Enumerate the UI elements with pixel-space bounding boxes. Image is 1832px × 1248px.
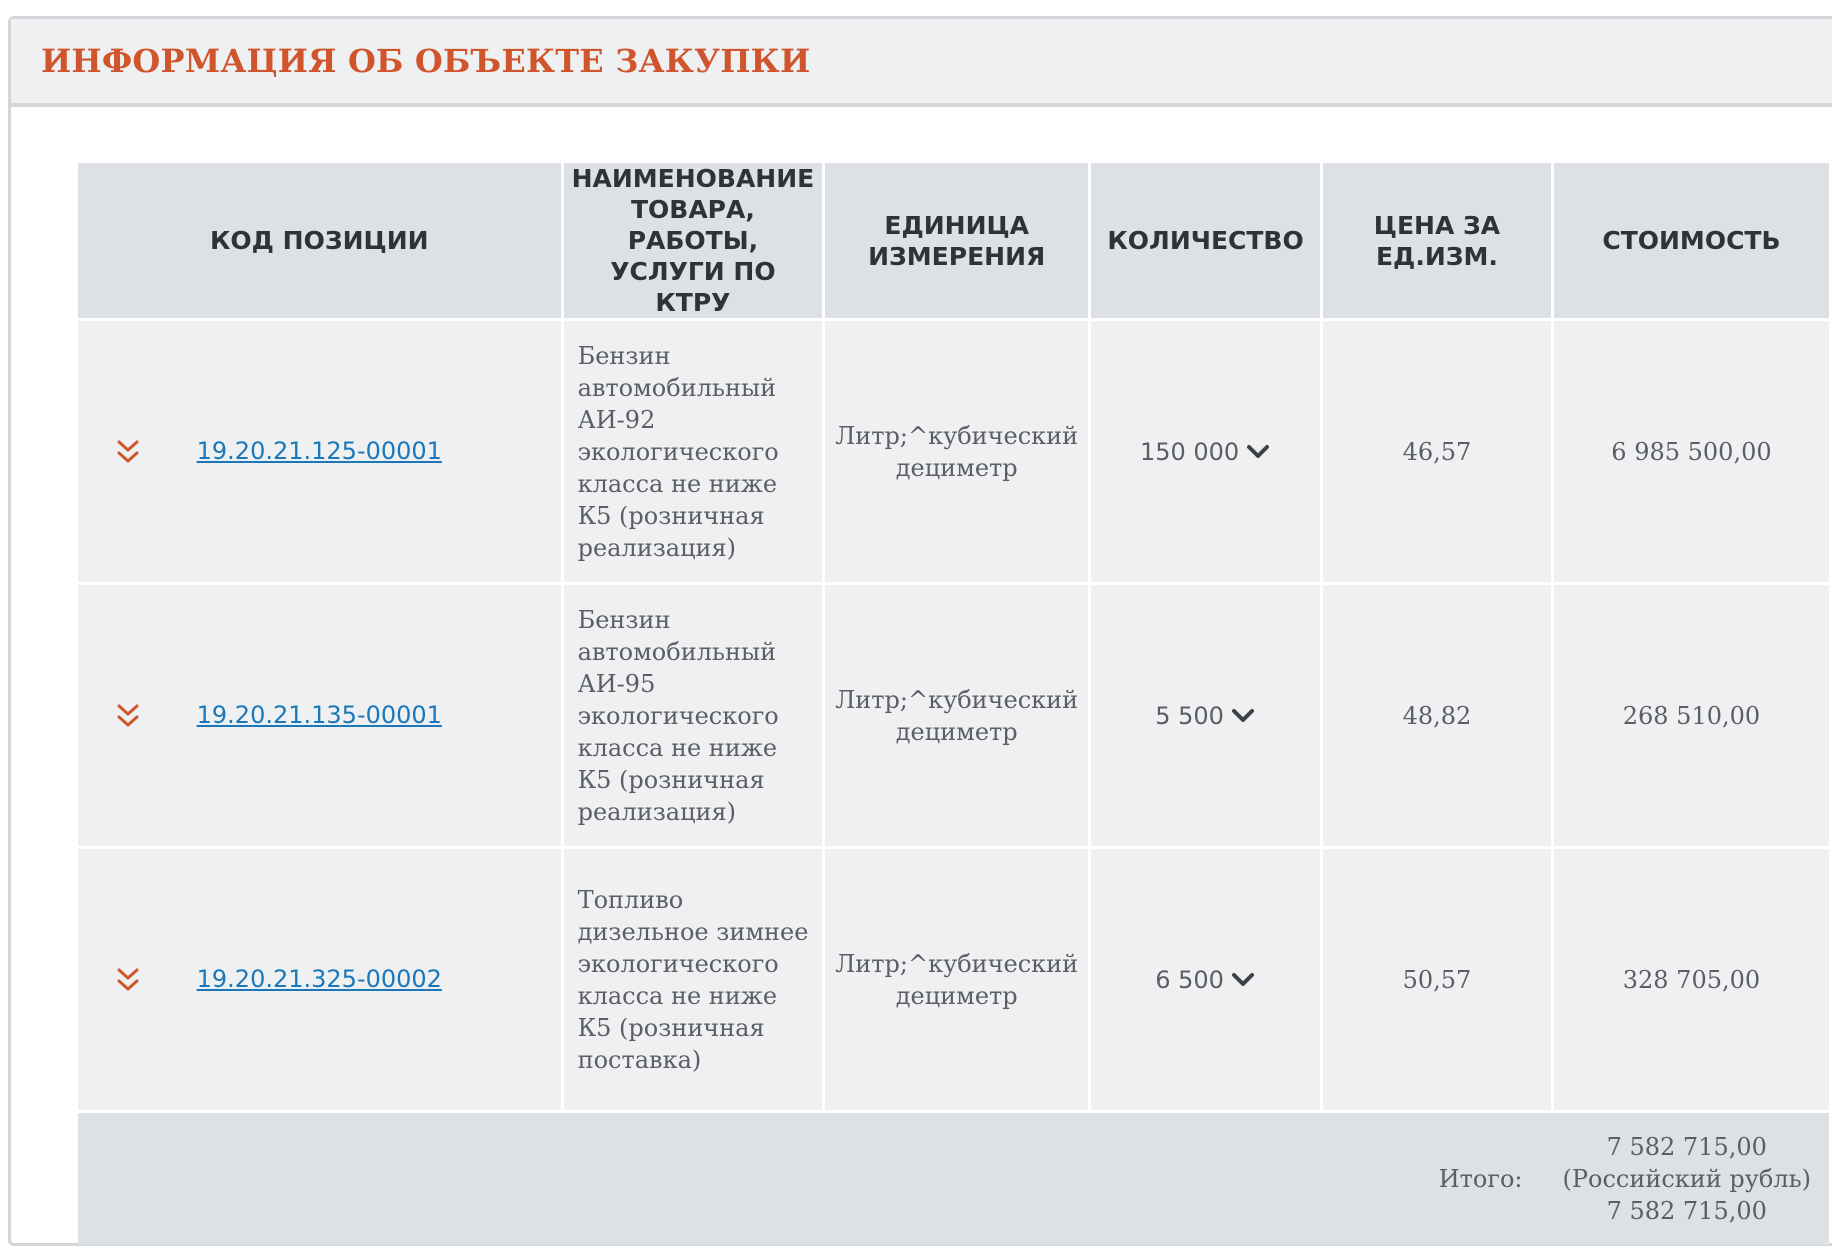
unit-cell: Литр;^кубический дециметр (825, 849, 1088, 1110)
cost-cell: 6 985 500,00 (1554, 321, 1829, 582)
total-label: Итого: (1438, 1165, 1523, 1193)
header-price: ЦЕНА ЗА ЕД.ИЗМ. (1323, 163, 1551, 318)
header-quantity: КОЛИЧЕСТВО (1091, 163, 1320, 318)
quantity-wrap (1155, 964, 1256, 996)
section-title: ИНФОРМАЦИЯ ОБ ОБЪЕКТЕ ЗАКУПКИ (41, 42, 811, 80)
quantity-value: 150 000 (1139, 437, 1240, 466)
code-cell (78, 849, 561, 1110)
total-inner (1439, 1131, 1811, 1227)
total-currency: (Российский рубль) (1562, 1165, 1811, 1193)
unit-cell: Литр;^кубический дециметр (825, 585, 1088, 846)
total-amount-repeat: 7 582 715,00 (1606, 1197, 1767, 1225)
unit-cell: Литр;^кубический дециметр (825, 321, 1088, 582)
code-cell (78, 585, 561, 846)
header-unit: ЕДИНИЦА ИЗМЕРЕНИЯ (825, 163, 1088, 318)
position-code-link[interactable]: 19.20.21.325-00002 (196, 965, 442, 993)
price-cell: 48,82 (1323, 585, 1551, 846)
name-cell: Бензин автомобильный АИ-92 экологического класса не ниже К5 (розничная реализация) (564, 321, 823, 582)
header-code: КОД ПОЗИЦИИ (78, 163, 561, 318)
cost-cell: 268 510,00 (1554, 585, 1829, 846)
cost-cell: 328 705,00 (1554, 849, 1829, 1110)
total-amount: 7 582 715,00 (1606, 1133, 1767, 1161)
code-wrap (88, 849, 551, 1110)
total-row (78, 1113, 1829, 1245)
total-cell (78, 1113, 1829, 1245)
position-code-link[interactable]: 19.20.21.125-00001 (196, 437, 442, 465)
chevron-down-icon[interactable] (1230, 707, 1256, 725)
name-cell: Бензин автомобильный АИ-95 экологического класса не ниже К5 (розничная реализация) (564, 585, 823, 846)
header-name: НАИМЕНОВАНИЕ ТОВАРА, РАБОТЫ, УСЛУГИ ПО КТРУ (564, 163, 823, 318)
table-row (78, 321, 1829, 582)
price-cell: 50,57 (1323, 849, 1551, 1110)
quantity-wrap (1140, 436, 1271, 468)
table-row (78, 585, 1829, 846)
quantity-wrap (1155, 700, 1256, 732)
name-cell: Топливо дизельное зимнее экологического класса не ниже К5 (розничная поставка) (564, 849, 823, 1110)
code-wrap (88, 321, 551, 582)
quantity-cell (1091, 585, 1320, 846)
double-chevron-down-icon[interactable] (116, 966, 140, 994)
price-cell: 46,57 (1323, 321, 1551, 582)
code-wrap (88, 585, 551, 846)
position-code-link[interactable]: 19.20.21.135-00001 (196, 701, 442, 729)
table-row (78, 849, 1829, 1110)
code-cell (78, 321, 561, 582)
table-header-row (78, 163, 1829, 318)
quantity-cell (1091, 321, 1320, 582)
double-chevron-down-icon[interactable] (116, 438, 140, 466)
chevron-down-icon[interactable] (1245, 443, 1271, 461)
quantity-value: 6 500 (1155, 965, 1224, 994)
purchase-items-table (75, 160, 1832, 1248)
panel-header (11, 19, 1832, 107)
header-cost: СТОИМОСТЬ (1554, 163, 1829, 318)
chevron-down-icon[interactable] (1230, 971, 1256, 989)
total-values (1562, 1131, 1811, 1227)
quantity-cell (1091, 849, 1320, 1110)
quantity-value: 5 500 (1155, 701, 1224, 730)
double-chevron-down-icon[interactable] (116, 702, 140, 730)
